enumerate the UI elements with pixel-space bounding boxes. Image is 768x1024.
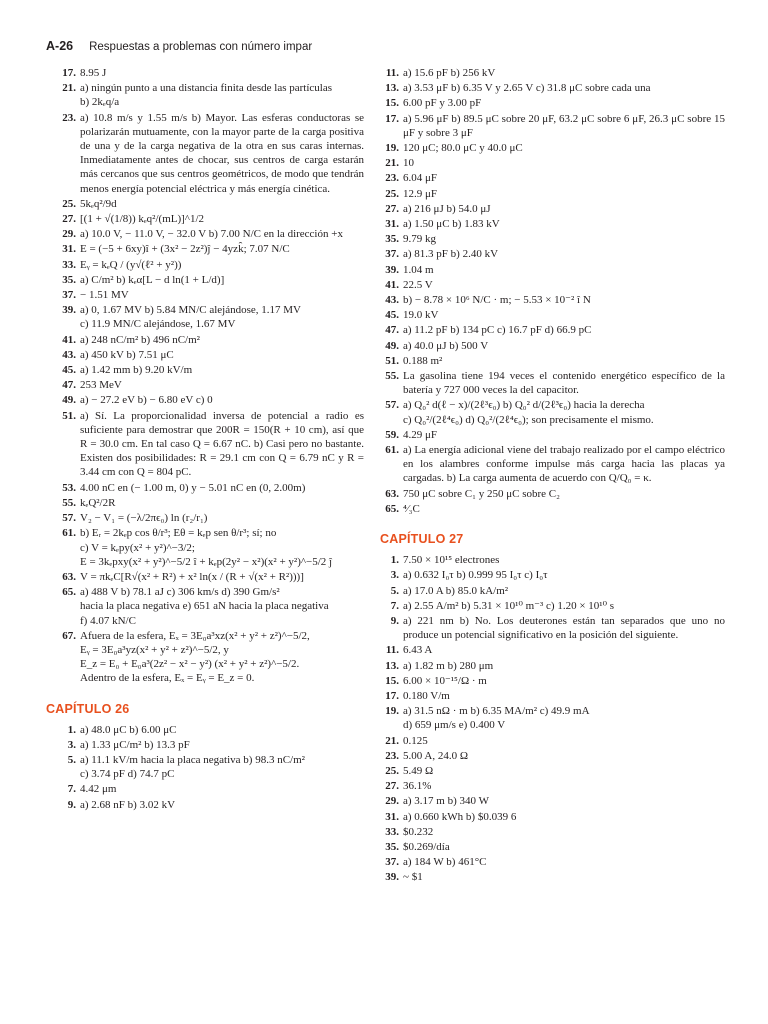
answer-item [380, 308, 725, 322]
answer-text: a) 48.0 μC b) 6.00 μC [80, 723, 177, 736]
problem-number: 43 . [380, 293, 399, 307]
answer-item [380, 614, 725, 642]
answer-item [380, 704, 725, 732]
answer-item [380, 96, 725, 110]
running-title: Respuestas a problemas con número impar [89, 41, 313, 53]
problem-number: 29 . [46, 227, 76, 241]
answer-item [380, 840, 725, 854]
problem-number: 13 . [380, 81, 399, 95]
problem-number: 63 . [46, 570, 76, 584]
problem-number: 17 . [46, 66, 76, 80]
answer-text: a) 3.53 μF b) 6.35 V y 2.65 V c) 31.8 μC sobre cada una [403, 82, 651, 95]
answer-text: 4.42 μm [80, 783, 117, 796]
problem-number: 27 . [380, 202, 399, 216]
answer-item [380, 339, 725, 353]
answer-text: ⁴⁄₃C [403, 502, 420, 515]
problem-number: 57 . [46, 511, 76, 525]
answer-item [380, 794, 725, 808]
problem-number: 33 . [46, 258, 76, 272]
problem-number: 27 . [380, 779, 399, 793]
problem-number: 21 . [380, 734, 399, 748]
answer-item [46, 197, 364, 211]
problem-number: 29 . [380, 794, 399, 808]
answer-item [46, 511, 364, 525]
problem-number: 49 . [380, 339, 399, 353]
answer-text: a) 40.0 μJ b) 500 V [403, 339, 489, 352]
answer-item [380, 764, 725, 778]
answer-item [46, 526, 364, 569]
problem-number: 7 . [380, 599, 399, 613]
problem-number: 45 . [380, 308, 399, 322]
right-column [380, 66, 725, 886]
answer-text: a) 184 W b) 461°C [403, 856, 487, 869]
answer-text: 120 μC; 80.0 μC y 40.0 μC [403, 142, 523, 155]
answer-item [46, 496, 364, 510]
answer-item [380, 354, 725, 368]
answer-item [46, 782, 364, 796]
answer-item [380, 156, 725, 170]
answer-text: E = (−5 + 6xy)î + (3x² − 2z²)ĵ − 4yzk̂; 7.07 N/C [80, 243, 290, 256]
answer-item [380, 278, 725, 292]
problem-number: 5 . [46, 753, 76, 767]
answer-text: a) 488 V b) 78.1 aJ c) 306 km/s d) 390 Gm/s² [80, 586, 280, 599]
answer-text: a) 221 nm b) No. Los deuterones están tan separados que uno no produce un potencial significativo en la posición del siguiente. [403, 614, 725, 642]
problem-number: 1 . [46, 723, 76, 737]
answer-item [380, 428, 725, 442]
answer-item [380, 263, 725, 277]
problem-number: 25 . [46, 197, 76, 211]
answer-text: V₂ − V₁ = (−λ/2πϵ₀) ln (r₂/r₁) [80, 512, 208, 525]
answer-text: 6.00 × 10⁻¹⁵/Ω · m [403, 674, 487, 687]
answer-text: c) 3.74 pF d) 74.7 pC [80, 768, 175, 781]
answer-text: 12.9 μF [403, 187, 438, 200]
answer-text: a) 81.3 pF b) 2.40 kV [403, 248, 499, 261]
answer-item [380, 487, 725, 501]
answer-text: a) 450 kV b) 7.51 μC [80, 348, 174, 361]
answer-item [380, 141, 725, 155]
problem-number: 35 . [380, 840, 399, 854]
problem-number: 47 . [46, 378, 76, 392]
problem-number: 67 . [46, 629, 76, 643]
problem-number: 39 . [46, 303, 76, 317]
problem-number: 25 . [380, 187, 399, 201]
answer-text: 8.95 J [80, 67, 107, 79]
answer-text: 750 μC sobre C₁ y 250 μC sobre C₂ [403, 487, 560, 500]
answer-item [380, 553, 725, 567]
answer-item [46, 348, 364, 362]
problem-number: 57 . [380, 398, 399, 412]
answer-text: a) 3.17 m b) 340 W [403, 795, 489, 808]
problem-number: 51 . [380, 354, 399, 368]
answer-item [380, 187, 725, 201]
problem-number: 65 . [46, 585, 76, 599]
answer-item [46, 81, 364, 109]
problem-number: 25 . [380, 764, 399, 778]
problem-number: 23 . [380, 171, 399, 185]
problem-number: 21 . [380, 156, 399, 170]
answer-text: 0.125 [403, 734, 428, 747]
answer-text: hacia la placa negativa e) 651 aN hacia la placa negativa [80, 600, 329, 613]
answer-item [380, 779, 725, 793]
answer-text: $0.269/día [403, 840, 450, 853]
answer-text: 6.43 A [403, 644, 433, 657]
answer-text: a) 5.96 μF b) 89.5 μC sobre 20 μF, 63.2 μC sobre 6 μF, 26.3 μC sobre 15 μF y sobre 3 μF [403, 112, 725, 139]
answer-item [46, 66, 364, 80]
answer-item [380, 599, 725, 613]
answer-text: 0.180 V/m [403, 689, 450, 702]
answer-text: a) − 27.2 eV b) − 6.80 eV c) 0 [80, 394, 213, 407]
page-number: A-26 [46, 39, 74, 53]
answer-text: Eᵧ = kₑQ / (y√(ℓ² + y²)) [80, 258, 182, 271]
answer-text: Adentro de la esfera, Eₓ = Eᵧ = E_z = 0. [80, 672, 255, 685]
chapter-heading-27: CAPÍTULO 27 [380, 532, 464, 547]
answer-text: b) − 8.78 × 10⁶ N/C · m; − 5.53 × 10⁻² î N [403, 294, 591, 307]
problem-number: 59 . [380, 428, 399, 442]
problem-number: 3 . [380, 568, 399, 582]
answer-text: a) C/m² b) kₑα[L − d ln(1 + L/d)] [80, 273, 225, 286]
answer-text: E = 3kₑpxy(x² + y²)^−5/2 î + kₑp(2y² − x²)(x² + y²)^−5/2 ĵ [80, 555, 333, 568]
answer-text: ~ $1 [403, 871, 423, 884]
answer-text: a) 2.55 A/m² b) 5.31 × 10¹⁰ m⁻³ c) 1.20 × 10¹⁰ s [403, 599, 615, 612]
answer-item [380, 293, 725, 307]
answer-item [380, 659, 725, 673]
answer-list-ch26 [46, 723, 364, 812]
answer-item [46, 378, 364, 392]
answer-text: [(1 + √(1/8)) kₑq²/(mL)]^1/2 [80, 213, 205, 226]
answer-item [46, 738, 364, 752]
answer-text: a) 0.632 I₀τ b) 0.999 95 I₀τ c) I₀τ [403, 569, 548, 582]
problem-number: 13 . [380, 659, 399, 673]
answer-item [380, 443, 725, 486]
answer-text: 7.50 × 10¹⁵ electrones [403, 554, 500, 567]
answer-item [380, 568, 725, 582]
problem-number: 35 . [46, 273, 76, 287]
answer-item [380, 855, 725, 869]
answer-text: a) 11.2 pF b) 134 pC c) 16.7 pF d) 66.9 pC [403, 324, 592, 337]
answer-item [380, 674, 725, 688]
answer-item [46, 585, 364, 628]
answer-text: 6.04 μF [403, 172, 438, 185]
answer-item [46, 273, 364, 287]
answer-item [46, 258, 364, 272]
answer-list-ch26-cont [380, 66, 725, 516]
problem-number: 45 . [46, 363, 76, 377]
answer-item [380, 749, 725, 763]
answer-item [46, 288, 364, 302]
answer-item [380, 323, 725, 337]
answer-text: a) 0.660 kWh b) $0.039 6 [403, 810, 517, 823]
answer-item [380, 398, 725, 426]
answer-item [380, 202, 725, 216]
answer-text: kₑQ²/2R [80, 496, 116, 509]
answer-text: a) 10.0 V, − 11.0 V, − 32.0 V b) 7.00 N/C en la dirección +x [80, 228, 343, 241]
answer-text: a) 1.82 m b) 280 μm [403, 659, 494, 672]
problem-number: 11 . [380, 643, 399, 657]
problem-number: 11 . [380, 66, 399, 80]
problem-number: 51 . [46, 409, 76, 423]
problem-number: 31 . [380, 810, 399, 824]
answer-item [46, 111, 364, 196]
answer-item [380, 870, 725, 884]
problem-number: 23 . [380, 749, 399, 763]
chapter-heading-26: CAPÍTULO 26 [46, 701, 130, 716]
problem-number: 19 . [380, 141, 399, 155]
answer-text: c) V = kₑpy(x² + y²)^−3/2; [80, 541, 195, 554]
answer-text: a) 1.33 μC/m² b) 13.3 pF [80, 738, 190, 751]
answer-text: b) Eᵣ = 2kₑp cos θ/r³; Eθ = kₑp sen θ/r³; sí; no [80, 527, 277, 540]
answer-item [46, 227, 364, 241]
problem-number: 9 . [380, 614, 399, 628]
answer-text: 9.79 kg [403, 233, 436, 246]
problem-number: 31 . [380, 217, 399, 231]
problem-number: 37 . [380, 247, 399, 261]
answer-text: 253 MeV [80, 379, 122, 392]
problem-number: 55 . [46, 496, 76, 510]
answer-text: a) 10.8 m/s y 1.55 m/s b) Mayor. Las esferas conductoras se polarizarán mutuamente, con la mayor parte de la carga positiva de una y de la carga negativa de la otra en sus caras internas. Inmediatamente antes de chocar, sus centros de carga estarán más cercanos que sus centros geométricos, de modo que tendrán menos energía potencial eléctrica y más energía cinética. [80, 111, 364, 195]
answer-text: 0.188 m² [403, 354, 443, 367]
answer-text: 10 [403, 157, 414, 170]
problem-number: 31 . [46, 242, 76, 256]
answer-item [46, 393, 364, 407]
answer-item [380, 810, 725, 824]
problem-number: 9 . [46, 798, 76, 812]
problem-number: 35 . [380, 232, 399, 246]
answer-item [380, 112, 725, 140]
problem-number: 53 . [46, 481, 76, 495]
answer-item [380, 369, 725, 397]
problem-number: 47 . [380, 323, 399, 337]
answer-item [46, 212, 364, 226]
answer-text: a) 1.50 μC b) 1.83 kV [403, 218, 500, 231]
answer-item [46, 798, 364, 812]
answer-text: $0.232 [403, 825, 434, 838]
problem-number: 61 . [380, 443, 399, 457]
answer-item [380, 502, 725, 516]
answer-text: 4.29 μF [403, 428, 438, 441]
problem-number: 17 . [380, 112, 399, 126]
answer-text: Afuera de la esfera, Eₓ = 3E₀a³xz(x² + y² + z²)^−5/2, [80, 629, 310, 642]
answer-text: 4.00 nC en (− 1.00 m, 0) y − 5.01 nC en (0, 2.00m) [80, 481, 306, 494]
problem-number: 17 . [380, 689, 399, 703]
answer-text: a) 15.6 pF b) 256 kV [403, 67, 496, 79]
answer-text: a) 0, 1.67 MV b) 5.84 MN/C alejándose, 1.17 MV [80, 304, 301, 317]
problem-number: 65 . [380, 502, 399, 516]
answer-text: La gasolina tiene 194 veces el contenido energético específico de la batería y 727 000 veces la del capacitor. [403, 370, 725, 397]
answer-item [380, 247, 725, 261]
answer-item [46, 242, 364, 256]
answer-text: a) Q₀² d(ℓ − x)/(2ℓ³ϵ₀) b) Q₀² d/(2ℓ³ϵ₀) hacia la derecha [403, 399, 645, 412]
answer-list-ch25 [46, 66, 364, 686]
problem-number: 39 . [380, 870, 399, 884]
answer-item [380, 66, 725, 80]
problem-number: 7 . [46, 782, 76, 796]
answer-text: E_z = E₀ + E₀a³(2z² − x² − y²) (x² + y² + z²)^−5/2. [80, 658, 300, 671]
problem-number: 3 . [46, 738, 76, 752]
answer-text: c) Q₀²/(2ℓ⁴ϵ₀) d) Q₀²/(2ℓ⁴ϵ₀); son precisamente el mismo. [403, 413, 654, 426]
answer-text: a) 216 μJ b) 54.0 μJ [403, 202, 491, 215]
answer-item [46, 570, 364, 584]
problem-number: 21 . [46, 81, 76, 95]
problem-number: 5 . [380, 584, 399, 598]
answer-text: V = πkₑC[R√(x² + R²) + x² ln(x / (R + √(x² + R²)))] [80, 570, 304, 583]
answer-item [380, 217, 725, 231]
problem-number: 15 . [380, 96, 399, 110]
problem-number: 61 . [46, 526, 76, 540]
answer-text: a) 1.42 mm b) 9.20 kV/m [80, 364, 193, 377]
answer-item [46, 723, 364, 737]
answer-text: a) 31.5 nΩ · m b) 6.35 MA/m² c) 49.9 mA [403, 705, 590, 718]
problem-number: 19 . [380, 704, 399, 718]
problem-number: 27 . [46, 212, 76, 226]
problem-number: 43 . [46, 348, 76, 362]
problem-number: 41 . [380, 278, 399, 292]
page-header [46, 37, 312, 53]
answer-text: 6.00 pF y 3.00 pF [403, 97, 482, 110]
answer-text: f) 4.07 kN/C [80, 614, 136, 627]
answer-item [380, 171, 725, 185]
answer-text: 22.5 V [403, 278, 433, 291]
problem-number: 49 . [46, 393, 76, 407]
answer-item [380, 232, 725, 246]
answer-text: a) 17.0 A b) 85.0 kA/m² [403, 584, 509, 597]
answer-item [380, 825, 725, 839]
problem-number: 41 . [46, 333, 76, 347]
answer-item [46, 481, 364, 495]
problem-number: 37 . [46, 288, 76, 302]
problem-number: 1 . [380, 553, 399, 567]
answer-text: a) Sí. La proporcionalidad inversa de potencial a radio es suficiente para demostrar que 200R = 150(R + 10 cm), así que R = 30.0 cm. En tal caso Q = 6.67 nC. b) Casi pero no bastante. Existen dos posibilidades: R = 29.1 cm con Q = 6.79 nC y R = 3.44 cm con Q = 804 pC. [80, 409, 364, 479]
problem-number: 33 . [380, 825, 399, 839]
answer-text: 19.0 kV [403, 309, 439, 322]
problem-number: 63 . [380, 487, 399, 501]
problem-number: 39 . [380, 263, 399, 277]
answer-item [46, 303, 364, 331]
problem-number: 55 . [380, 369, 399, 383]
answer-text: 5.49 Ω [403, 764, 434, 777]
answer-item [46, 409, 364, 480]
answer-text: 36.1% [403, 780, 432, 793]
answer-text: 1.04 m [403, 263, 434, 276]
answer-text: a) 248 nC/m² b) 496 nC/m² [80, 333, 200, 346]
answer-item [380, 689, 725, 703]
answer-text: 5.00 A, 24.0 Ω [403, 749, 469, 762]
answer-text: a) 11.1 kV/m hacia la placa negativa b) 98.3 nC/m² [80, 753, 305, 766]
answer-item [46, 363, 364, 377]
answer-list-ch27 [380, 553, 725, 884]
answer-text: − 1.51 MV [80, 289, 129, 302]
answer-item [46, 629, 364, 686]
answer-item [380, 81, 725, 95]
problem-number: 23 . [46, 111, 76, 125]
problem-number: 37 . [380, 855, 399, 869]
answer-text: a) La energía adicional viene del trabajo realizado por el campo eléctrico en los alambres conforme impulse más carga hacia las placas ya cargadas. b) La carga aumenta de acuerdo con Q/Q₀ = κ. [403, 444, 725, 485]
left-column [46, 66, 364, 813]
answer-item [380, 734, 725, 748]
answer-item [380, 643, 725, 657]
answer-text: a) 2.68 nF b) 3.02 kV [80, 798, 176, 811]
answer-item [46, 333, 364, 347]
answer-text: Eᵧ = 3E₀a³yz(x² + y² + z²)^−5/2, y [80, 643, 229, 656]
answer-text: 5kₑq²/9d [80, 197, 117, 210]
answer-text: b) 2kₑq/a [80, 96, 120, 109]
problem-number: 15 . [380, 674, 399, 688]
answer-text: a) ningún punto a una distancia finita desde las partículas [80, 82, 333, 95]
answer-text: d) 659 μm/s e) 0.400 V [403, 719, 506, 732]
answer-item [380, 584, 725, 598]
answer-item [46, 753, 364, 781]
answer-text: c) 11.9 MN/C alejándose, 1.67 MV [80, 318, 236, 331]
